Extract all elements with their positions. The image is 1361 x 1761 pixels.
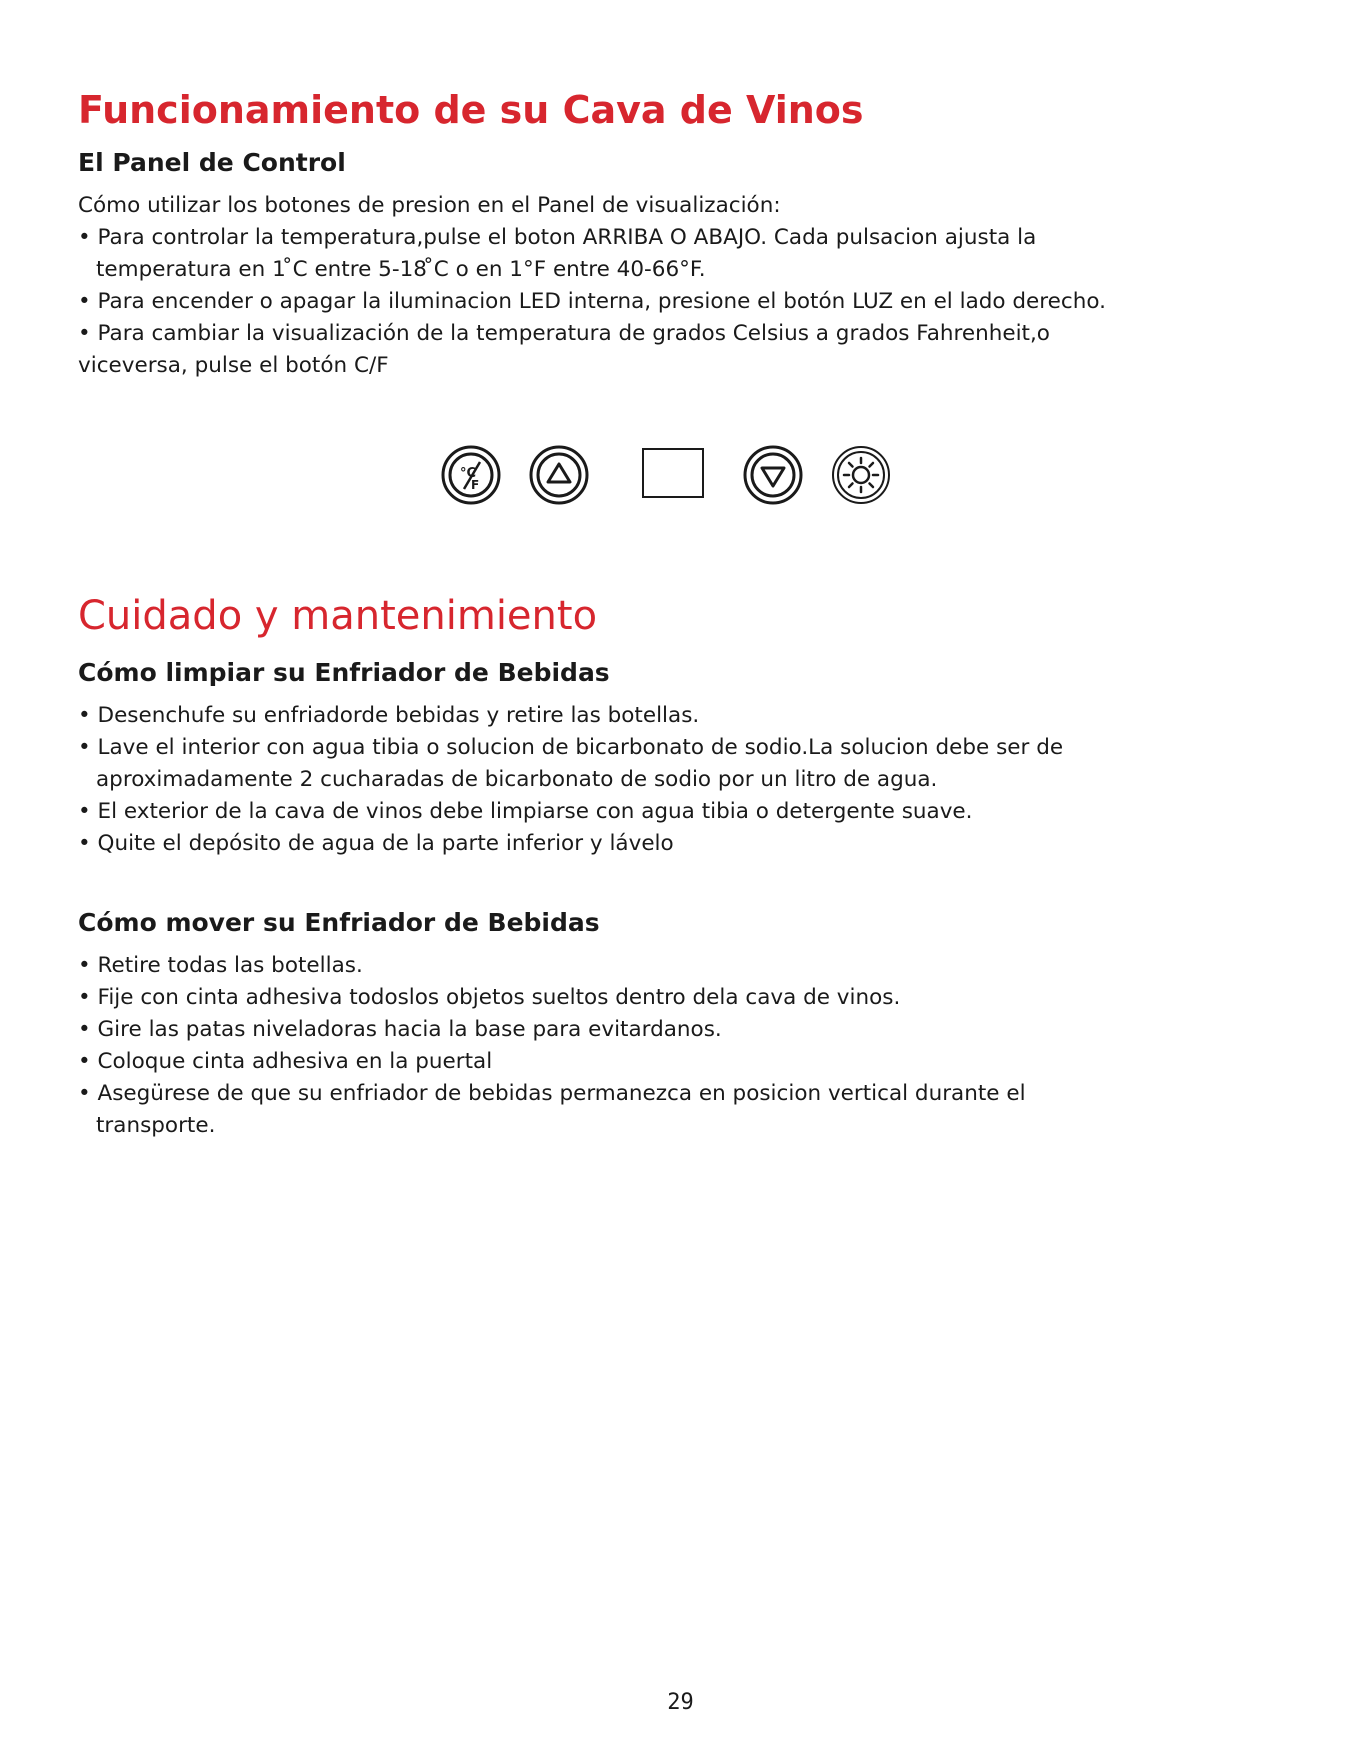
subtitle-moving: Cómo mover su Enfriador de Bebidas bbox=[78, 908, 600, 937]
subtitle-cleaning: Cómo limpiar su Enfriador de Bebidas bbox=[78, 658, 610, 687]
up-arrow-icon bbox=[528, 444, 590, 506]
instruction-line: aproximadamente 2 cucharadas de bicarbonato de sodio por un litro de agua. bbox=[96, 767, 938, 792]
instruction-line: • Gire las patas niveladoras hacia la base para evitardanos. bbox=[78, 1017, 722, 1042]
instruction-line: • Para encender o apagar la iluminacion LED interna, presione el botón LUZ en el lado derecho. bbox=[78, 289, 1106, 314]
celsius-fahrenheit-icon bbox=[440, 444, 502, 506]
display-window bbox=[642, 448, 704, 498]
page-number: 29 bbox=[667, 1690, 694, 1715]
intro-text: Cómo utilizar los botones de presion en el Panel de visualización: bbox=[78, 193, 781, 218]
instruction-line: • Quite el depósito de agua de la parte inferior y lávelo bbox=[78, 831, 674, 856]
svg-text:°C: °C bbox=[460, 466, 477, 481]
instruction-line: viceversa, pulse el botón C/F bbox=[78, 353, 389, 378]
instruction-line: • Retire todas las botellas. bbox=[78, 953, 363, 978]
instruction-line: • Coloque cinta adhesiva en la puertal bbox=[78, 1049, 493, 1074]
instruction-line: • Lave el interior con agua tibia o solucion de bicarbonato de sodio.La solucion debe ser de bbox=[78, 735, 1064, 760]
instruction-line: • Fije con cinta adhesiva todoslos objetos sueltos dentro dela cava de vinos. bbox=[78, 985, 901, 1010]
light-icon bbox=[830, 444, 892, 506]
instruction-line: transporte. bbox=[96, 1113, 216, 1138]
section-title-care: Cuidado y mantenimiento bbox=[78, 593, 598, 639]
down-arrow-icon bbox=[742, 444, 804, 506]
svg-text:F: F bbox=[471, 478, 480, 492]
instruction-line: • El exterior de la cava de vinos debe limpiarse con agua tibia o detergente suave. bbox=[78, 799, 973, 824]
instruction-line: temperatura en 1 ̊C entre 5-18 ̊C o en 1°F entre 40-66°F. bbox=[96, 257, 706, 282]
section-title-operation: Funcionamiento de su Cava de Vinos bbox=[78, 88, 864, 132]
instruction-line: • Asegürese de que su enfriador de bebidas permanezca en posicion vertical durante el bbox=[78, 1081, 1026, 1106]
instruction-line: • Para cambiar la visualización de la temperatura de grados Celsius a grados Fahrenheit,o bbox=[78, 321, 1050, 346]
instruction-line: • Desenchufe su enfriadorde bebidas y retire las botellas. bbox=[78, 703, 700, 728]
instruction-line: • Para controlar la temperatura,pulse el boton ARRIBA O ABAJO. Cada pulsacion ajusta la bbox=[78, 225, 1037, 250]
subtitle-control-panel: El Panel de Control bbox=[78, 148, 346, 177]
control-panel-diagram bbox=[440, 444, 910, 508]
